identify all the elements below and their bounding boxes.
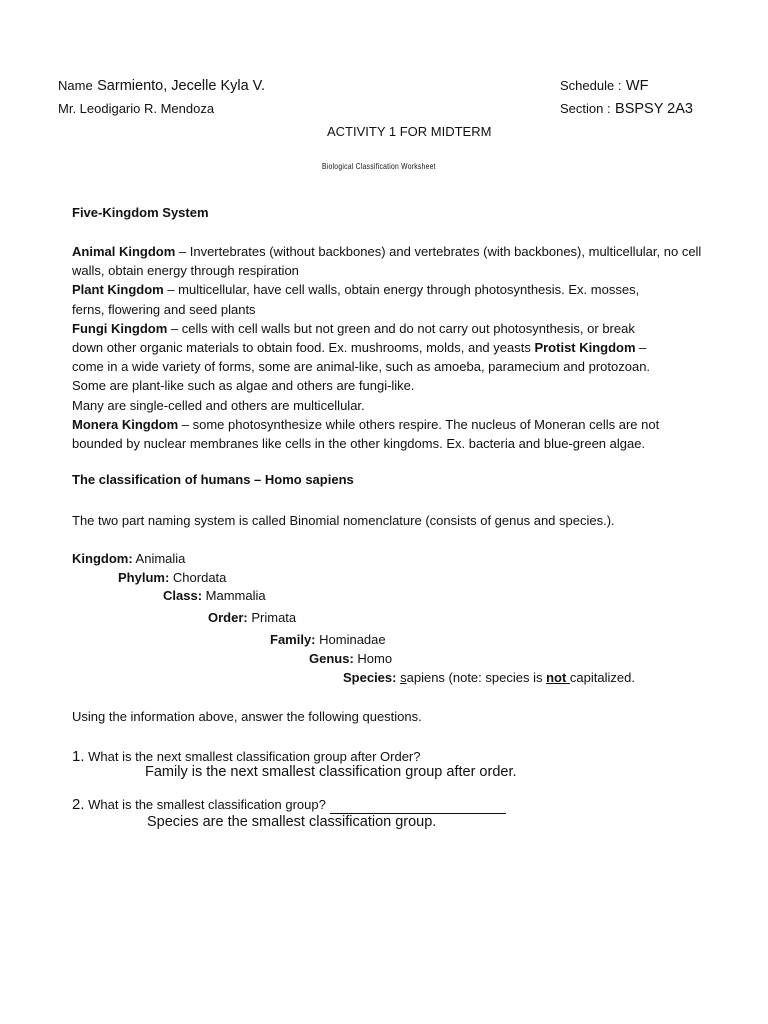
five-kingdom-heading: Five-Kingdom System <box>72 205 209 220</box>
animal-kingdom-term: Animal Kingdom <box>72 244 176 259</box>
monera-kingdom-desc-cont: bounded by nuclear membranes like cells in the other kingdoms. Ex. bacteria and blue-green algae. <box>72 436 646 452</box>
section-label: Section : <box>560 101 611 116</box>
animal-kingdom-desc-cont: walls, obtain energy through respiration <box>72 263 299 279</box>
question-2-number: 2. <box>72 796 85 813</box>
taxon-kingdom-value: Animalia <box>132 551 186 566</box>
protist-kingdom-term: Protist Kingdom <box>534 340 636 356</box>
question-1-text: What is the next smallest classification group after Order? <box>84 749 421 764</box>
name-line <box>58 77 265 95</box>
fungi-kingdom-line <box>72 319 752 338</box>
taxon-phylum-value: Chordata <box>169 570 227 585</box>
protist-kingdom-desc-2: Some are plant-like such as algae and others are fungi-like. <box>72 378 415 394</box>
section-value: BSPSY 2A3 <box>615 101 693 117</box>
taxon-genus <box>309 651 392 666</box>
fungi-kingdom-desc: – cells with cell walls but not green and do not carry out photosynthesis, or break <box>167 320 635 336</box>
answer-1: Family is the next smallest classification group after order. <box>145 764 517 780</box>
protist-dash: – <box>635 340 647 356</box>
name-value: Sarmiento, Jecelle Kyla V. <box>97 78 266 94</box>
taxon-species-not: not <box>546 670 570 685</box>
taxon-order <box>208 610 296 625</box>
taxon-class-label: Class: <box>163 588 203 603</box>
humans-heading: The classification of humans – Homo sapiens <box>72 472 354 487</box>
schedule-line <box>560 77 648 95</box>
taxon-genus-value: Homo <box>353 651 393 666</box>
binomial-text: The two part naming system is called Binomial nomenclature (consists of genus and species.). <box>72 513 615 528</box>
answer-blank-line <box>330 799 506 814</box>
page-subtitle: Biological Classification Worksheet <box>322 161 436 171</box>
monera-kingdom-desc: – some photosynthesize while others respire. The nucleus of Moneran cells are not <box>178 416 660 432</box>
question-2-text: What is the smallest classification group? <box>84 797 326 812</box>
taxon-species-value: apiens (note: species is <box>406 670 547 685</box>
taxon-order-value: Primata <box>247 610 297 625</box>
taxon-order-label: Order: <box>208 610 248 625</box>
question-2 <box>72 796 506 814</box>
taxon-kingdom-label: Kingdom: <box>72 551 133 566</box>
taxon-species-first-letter: s <box>400 670 407 685</box>
plant-kingdom-desc: – multicellular, have cell walls, obtain energy through photosynthesis. Ex. mosses, <box>163 282 640 298</box>
taxon-phylum-label: Phylum: <box>118 570 170 585</box>
section-line <box>560 100 693 118</box>
animal-kingdom-line <box>72 242 752 261</box>
monera-kingdom-term: Monera Kingdom <box>72 416 179 432</box>
fungi-kingdom-desc-cont: down other organic materials to obtain food. Ex. mushrooms, molds, and yeasts <box>72 340 535 356</box>
monera-kingdom-line <box>72 415 752 434</box>
plant-kingdom-line <box>72 280 752 299</box>
taxon-species-label: Species: <box>343 670 397 685</box>
taxon-species <box>343 670 635 685</box>
protist-kingdom-desc: come in a wide variety of forms, some are animal-like, such as amoeba, paramecium and protozoan. <box>72 359 651 375</box>
taxon-class-value: Mammalia <box>202 588 266 603</box>
taxon-family <box>270 632 386 647</box>
taxon-phylum <box>118 570 226 585</box>
name-label: Name <box>58 78 93 93</box>
page-title: ACTIVITY 1 FOR MIDTERM <box>327 124 492 139</box>
kingdom-descriptions <box>72 242 752 453</box>
taxon-family-label: Family: <box>270 632 316 647</box>
fungi-kingdom-term: Fungi Kingdom <box>72 320 168 336</box>
fungi-protist-line <box>72 338 752 357</box>
taxon-kingdom <box>72 551 185 566</box>
taxon-family-value: Hominadae <box>315 632 386 647</box>
schedule-value: WF <box>625 78 649 94</box>
schedule-label: Schedule : <box>560 78 622 93</box>
question-1-number: 1. <box>72 748 85 765</box>
teacher-name: Mr. Leodigario R. Mendoza <box>58 101 215 116</box>
plant-kingdom-term: Plant Kingdom <box>72 282 164 298</box>
protist-kingdom-desc-3: Many are single-celled and others are multicellular. <box>72 397 365 413</box>
answer-2: Species are the smallest classification group. <box>147 814 437 830</box>
animal-kingdom-desc: – Invertebrates (without backbones) and vertebrates (with backbones), multicellular, no cell <box>175 244 702 259</box>
questions-intro: Using the information above, answer the following questions. <box>72 709 422 724</box>
plant-kingdom-desc-cont: ferns, flowering and seed plants <box>72 301 256 317</box>
taxon-class <box>163 588 266 603</box>
taxon-genus-label: Genus: <box>309 651 354 666</box>
taxon-species-end: capitalized. <box>569 670 635 685</box>
